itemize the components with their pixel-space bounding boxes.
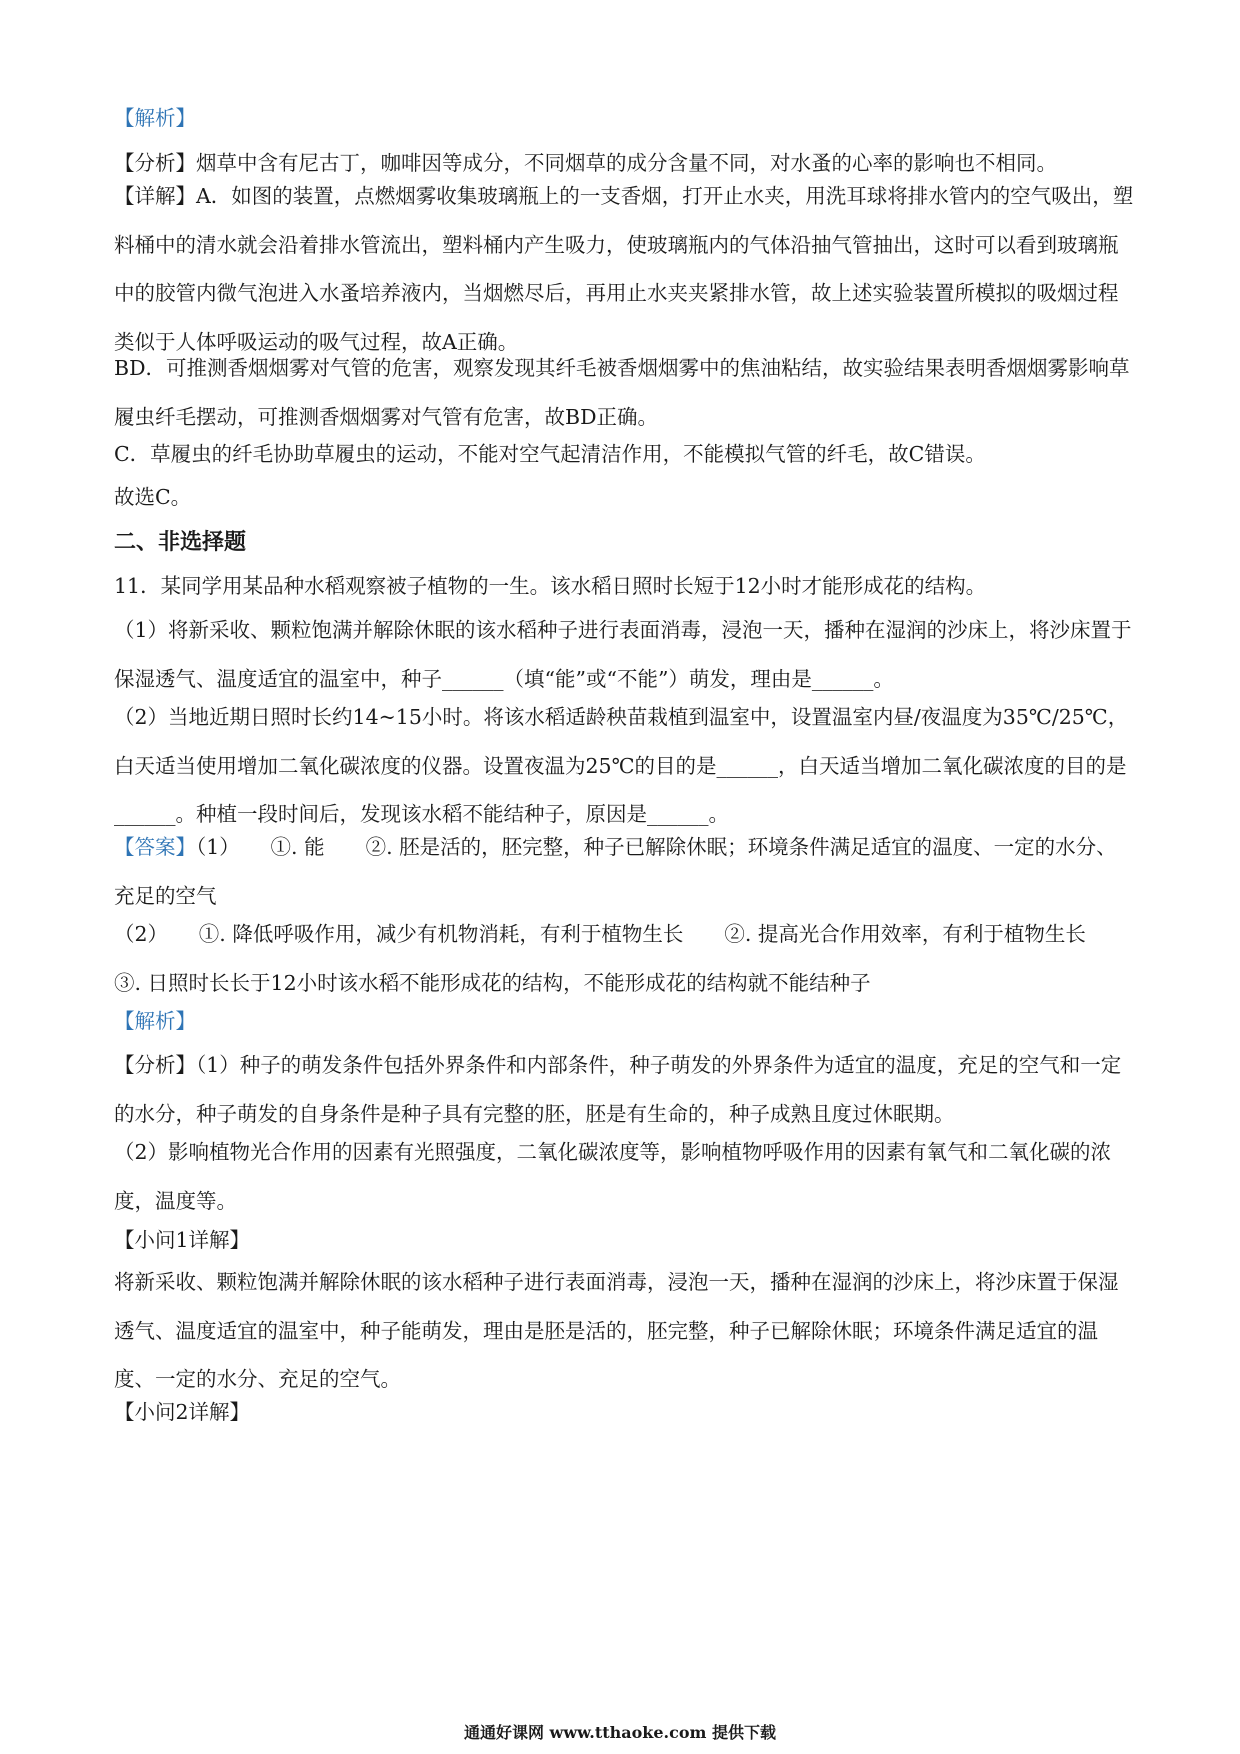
- analysis-paragraph: 【分析】烟草中含有尼古丁，咖啡因等成分，不同烟草的成分含量不同，对水蚤的心率的影响也不相同。: [114, 151, 1057, 175]
- answer-label: 【答案】: [114, 835, 196, 859]
- question-11-part-2: （2）当地近期日照时长约14~15小时。将该水稻适龄秧苗栽植到温室中，设置温室内昼/夜温度为35℃/25℃，白天适当使用增加二氧化碳浓度的仪器。设置夜温为25℃的目的是______，白天适当增加二氧化碳浓度的目的是______。种植一段时间后，发现该水稻不能结种子，原因是______。: [114, 705, 1129, 827]
- answer-part-1: [114, 823, 1134, 920]
- option-bd-explanation: BD．可推测香烟烟雾对气管的危害，观察发现其纤毛被香烟烟雾中的焦油粘结，故实验结果表明香烟烟雾影响草履虫纤毛摆动，可推测香烟烟雾对气管有危害，故BD正确。: [114, 356, 1130, 429]
- option-c-explanation: C．草履虫的纤毛协助草履虫的运动，不能对空气起清洁作用，不能模拟气管的纤毛，故C错误。: [114, 442, 986, 466]
- question-11-part-1: （1）将新采收、颗粒饱满并解除休眠的该水稻种子进行表面消毒，浸泡一天，播种在湿润的沙床上，将沙床置于保湿透气、温度适宜的温室中，种子______（填“能”或“不能”）萌发，理由是______。: [114, 618, 1132, 691]
- page-footer: 通通好课网 www.tthaoke.com 提供下载: [463, 1723, 777, 1742]
- sub-question-1-text: 将新采收、颗粒饱满并解除休眠的该水稻种子进行表面消毒，浸泡一天，播种在湿润的沙床上，将沙床置于保湿透气、温度适宜的温室中，种子能萌发，理由是胚是活的，胚完整，种子已解除休眠；环境条件满足适宜的温度、一定的水分、充足的空气。: [114, 1270, 1119, 1392]
- answer-part-1-text: （1） ①. 能 ②. 胚是活的，胚完整，种子已解除休眠；环境条件满足适宜的温度、一定的水分、充足的空气: [114, 835, 1117, 908]
- analysis-label-2: 【解析】: [114, 1009, 196, 1033]
- analysis-paragraph-3: （2）影响植物光合作用的因素有光照强度，二氧化碳浓度等，影响植物呼吸作用的因素有氧气和二氧化碳的浓度，温度等。: [114, 1140, 1112, 1213]
- analysis-paragraph-2: 【分析】（1）种子的萌发条件包括外界条件和内部条件，种子萌发的外界条件为适宜的温度，充足的空气和一定的水分，种子萌发的自身条件是种子具有完整的胚，胚是有生命的，种子成熟且度过休眠期。: [114, 1053, 1122, 1126]
- sub-question-1-heading: 【小问1详解】: [114, 1228, 251, 1252]
- analysis-label: 【解析】: [114, 106, 196, 130]
- answer-part-2: （2） ①. 降低呼吸作用，减少有机物消耗，有利于植物生长 ②. 提高光合作用效率，有利于植物生长 ③. 日照时长长于12小时该水稻不能形成花的结构，不能形成花的结构就不能结种子: [114, 922, 1127, 995]
- conclusion: 故选C。: [114, 485, 192, 509]
- sub-question-2-heading: 【小问2详解】: [114, 1400, 251, 1424]
- question-11: 11．某同学用某品种水稻观察被子植物的一生。该水稻日照时长短于12小时才能形成花的结构。: [114, 574, 987, 598]
- section-heading: 二、非选择题: [114, 529, 247, 555]
- detailed-explanation: 【详解】A．如图的装置，点燃烟雾收集玻璃瓶上的一支香烟，打开止水夹，用洗耳球将排水管内的空气吸出，塑料桶中的清水就会沿着排水管流出，塑料桶内产生吸力，使玻璃瓶内的气体沿抽气管抽出，这时可以看到玻璃瓶中的胶管内微气泡进入水蚤培养液内，当烟燃尽后，再用止水夹夹紧排水管，故上述实验装置所模拟的吸烟过程类似于人体呼吸运动的吸气过程，故A正确。: [114, 184, 1134, 354]
